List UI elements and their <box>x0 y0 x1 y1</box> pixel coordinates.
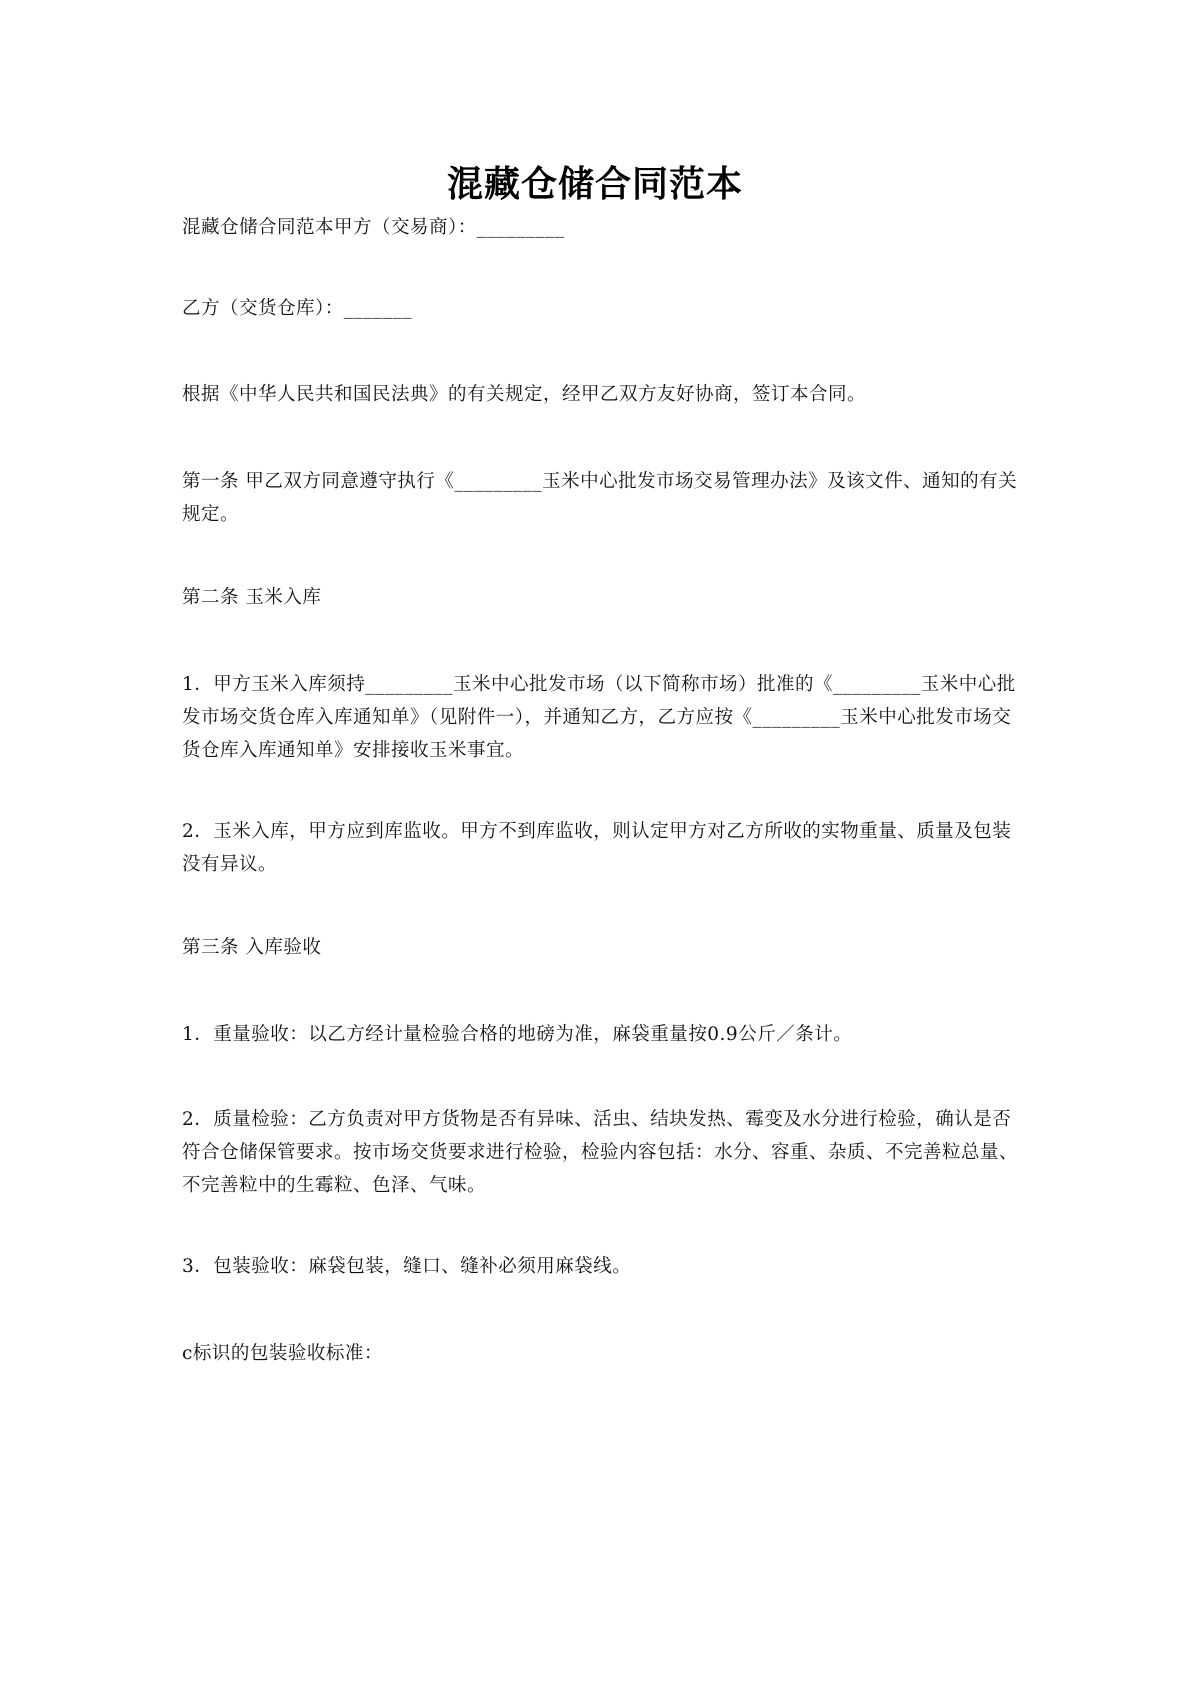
article-2-clause-2: 2．玉米入库，甲方应到库监收。甲方不到库监收，则认定甲方对乙方所收的实物重量、质量及包装没有异议。 <box>182 821 1012 875</box>
article-3-clause-2: 2．质量检验：乙方负责对甲方货物是否有异味、活虫、结块发热、霉变及水分进行检验，确认是否符合仓储保管要求。按市场交货要求进行检验，检验内容包括：水分、容重、杂质、不完善粒总量、不完善粒中的生霉粒、色泽、气味。 <box>182 1109 1019 1196</box>
article-3-clause-1: 1．重量验收：以乙方经计量检验合格的地磅为准，麻袋重量按0.9公斤／条计。 <box>182 1024 853 1045</box>
document-title: 混藏仓储合同范本 <box>446 164 743 205</box>
article-2-clause-1: 1．甲方玉米入库须持_________玉米中心批发市场（以下简称市场）批准的《_________玉米中心批发市场交货仓库入库通知单》（见附件一），并通知乙方，乙方应按《_________玉米中心批发市场交货仓库入库通知单》安排接收玉米事宜。 <box>182 674 1016 761</box>
preamble-paragraph: 根据《中华人民共和国民法典》的有关规定，经甲乙双方友好协商，签订本合同。 <box>182 384 867 405</box>
packaging-standard-heading: c标识的包装验收标准： <box>182 1343 383 1364</box>
article-3-heading: 第三条 入库验收 <box>182 937 322 958</box>
article-2-heading: 第二条 玉米入库 <box>182 587 322 608</box>
article-3-clause-3: 3．包装验收：麻袋包装，缝口、缝补必须用麻袋线。 <box>182 1256 632 1277</box>
party-a-line: 混藏仓储合同范本甲方（交易商）：_________ <box>182 217 565 238</box>
party-b-line: 乙方（交货仓库）：_______ <box>182 298 413 319</box>
article-1-paragraph: 第一条 甲乙双方同意遵守执行《_________玉米中心批发市场交易管理办法》及该文件、通知的有关规定。 <box>182 471 1018 525</box>
